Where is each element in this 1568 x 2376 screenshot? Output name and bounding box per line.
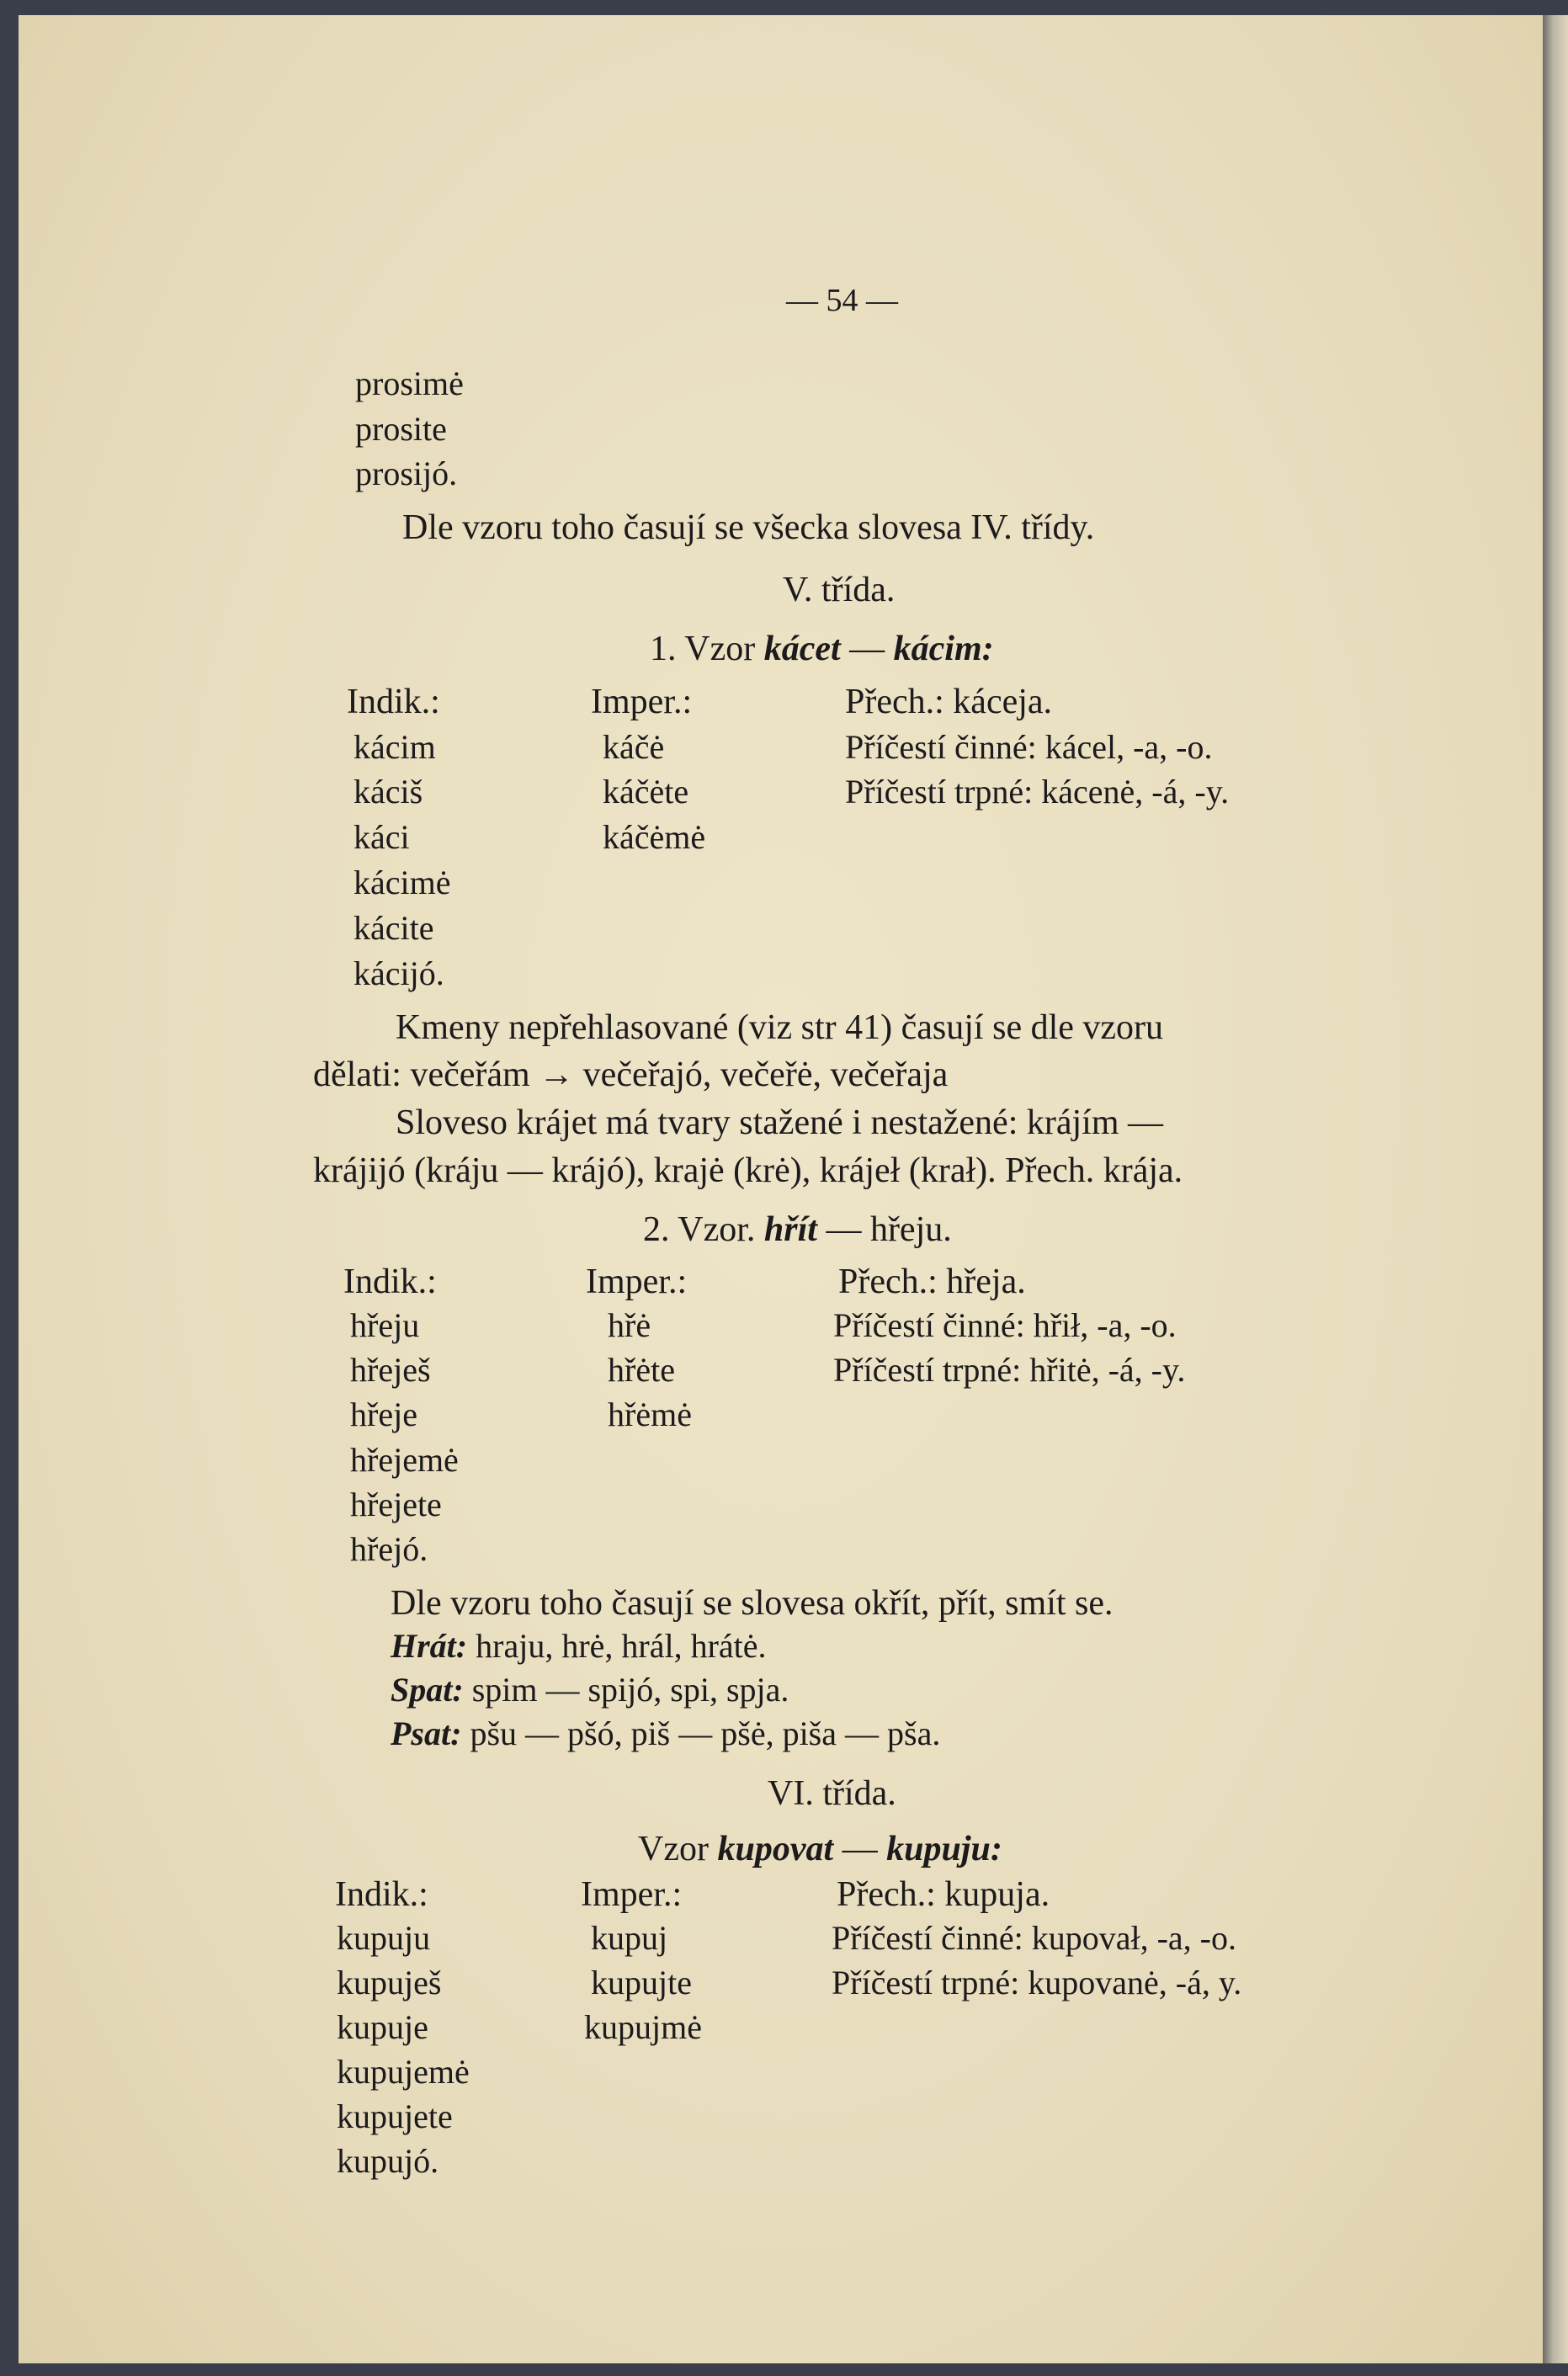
note1-line1: Kmeny nepřehlasované (viz str 41) časují se dle vzoru <box>396 1008 1164 1047</box>
indik-form: kupuju <box>337 1919 431 1957</box>
note2-line1: Sloveso krájet má tvary stažené i nestažené: krájím — <box>396 1103 1164 1142</box>
pricesti-cinne: Příčestí činné: kácel, -a, -o. <box>845 728 1213 766</box>
imper-form: káčė <box>603 728 665 766</box>
pattern-verb-1sg: kupuju: <box>886 1830 1002 1868</box>
section6-pattern <box>638 1831 1002 1867</box>
indik-form: kácite <box>353 909 434 947</box>
indik-form: hřeje <box>350 1395 417 1433</box>
psat-line <box>391 1714 941 1752</box>
pricesti-trpne: Příčestí trpné: hřitė, -á, -y. <box>833 1351 1186 1389</box>
section6-heading: VI. třída. <box>768 1774 896 1813</box>
pricesti-cinne: Příčestí činné: kupovał, -a, -o. <box>832 1919 1236 1957</box>
imper-form: káčėmė <box>603 818 706 856</box>
imper-form: kupujte <box>591 1964 692 2001</box>
indik-form: kupujó. <box>337 2142 439 2180</box>
pattern-prefix: Vzor <box>638 1830 709 1868</box>
pricesti-trpne: Příčestí trpné: kácenė, -á, -y. <box>845 773 1230 811</box>
note3: Dle vzoru toho časují se slovesa okřít, přít, smít se. <box>391 1584 1114 1623</box>
prech: Přech.: káceja. <box>845 683 1053 721</box>
pattern-verb-1sg: kácim: <box>893 630 994 668</box>
pattern-verb: kácet <box>763 630 841 668</box>
spat-forms: spim — spijó, spi, spja. <box>471 1671 789 1709</box>
note1-line2: dělati: večeřám → večeřajó, večeřė, večeřaja <box>313 1055 949 1094</box>
hrat-label: Hrát: <box>391 1627 468 1665</box>
indik-label: Indik.: <box>335 1875 428 1914</box>
note2-line2: krájijó (kráju — krájó), krajė (krė), krájeł (krał). Přech. krája. <box>313 1151 1183 1190</box>
hrat-forms: hraju, hrė, hrál, hrátė. <box>476 1627 767 1665</box>
prech: Přech.: hřeja. <box>838 1262 1026 1301</box>
prech: Přech.: kupuja. <box>837 1875 1050 1914</box>
pattern-dash: — <box>842 1830 878 1868</box>
pattern-prefix: 2. Vzor. <box>643 1210 756 1249</box>
intro-note: Dle vzoru toho časují se všecka slovesa IV. třídy. <box>402 508 1095 547</box>
pattern-dash: — <box>849 630 885 668</box>
psat-forms: pšu — pšó, piš — pšė, piša — pša. <box>470 1714 941 1752</box>
indik-form: kácim <box>353 728 436 766</box>
page-number: — 54 — <box>786 283 898 318</box>
indik-form: kupuje <box>337 2008 428 2046</box>
indik-form: hřejemė <box>350 1441 459 1479</box>
indik-form: kupuješ <box>337 1964 442 2001</box>
pattern-verb: kupovat <box>717 1830 834 1868</box>
imper-label: Imper.: <box>586 1262 688 1301</box>
pattern-prefix: 1. Vzor <box>650 630 756 668</box>
indik-form: kupujete <box>337 2097 453 2135</box>
pattern-rest: — hřeju. <box>826 1210 952 1249</box>
pricesti-cinne: Příčestí činné: hřił, -a, -o. <box>833 1306 1177 1344</box>
intro-form: prosimė <box>355 364 464 402</box>
pricesti-trpne: Příčestí trpné: kupovanė, -á, y. <box>832 1964 1242 2001</box>
indik-label: Indik.: <box>343 1262 437 1301</box>
imper-label: Imper.: <box>581 1875 683 1914</box>
imper-form: hřė <box>608 1306 651 1344</box>
spat-line <box>391 1673 789 1707</box>
indik-form: káci <box>353 818 410 856</box>
indik-form: kácijó. <box>353 954 444 992</box>
indik-form: hřejó. <box>350 1530 428 1568</box>
indik-label: Indik.: <box>347 683 440 721</box>
imper-form: hřėmė <box>608 1395 692 1433</box>
imper-form: kupujmė <box>584 2008 702 2046</box>
section5-pattern2 <box>643 1212 952 1247</box>
psat-label: Psat: <box>391 1714 462 1752</box>
indik-form: kácimė <box>353 864 451 901</box>
indik-form: hřeju <box>350 1306 420 1344</box>
spat-label: Spat: <box>391 1671 464 1709</box>
indik-form: káciš <box>353 773 423 811</box>
indik-form: hřeješ <box>350 1351 431 1389</box>
imper-form: kupuj <box>591 1919 668 1957</box>
book-spine-edge <box>1543 15 1568 2363</box>
section5-heading: V. třída. <box>783 571 896 609</box>
indik-form: kupujemė <box>337 2053 470 2091</box>
imper-form: káčėte <box>603 773 689 811</box>
hrat-line <box>391 1629 767 1663</box>
section5-pattern1 <box>650 631 994 667</box>
intro-form: prosite <box>355 410 447 448</box>
indik-form: hřejete <box>350 1486 442 1523</box>
book-page <box>19 15 1544 2363</box>
imper-form: hřėte <box>608 1351 675 1389</box>
intro-form: prosijó. <box>355 454 458 492</box>
pattern-verb: hřít <box>763 1210 817 1249</box>
imper-label: Imper.: <box>591 683 693 721</box>
